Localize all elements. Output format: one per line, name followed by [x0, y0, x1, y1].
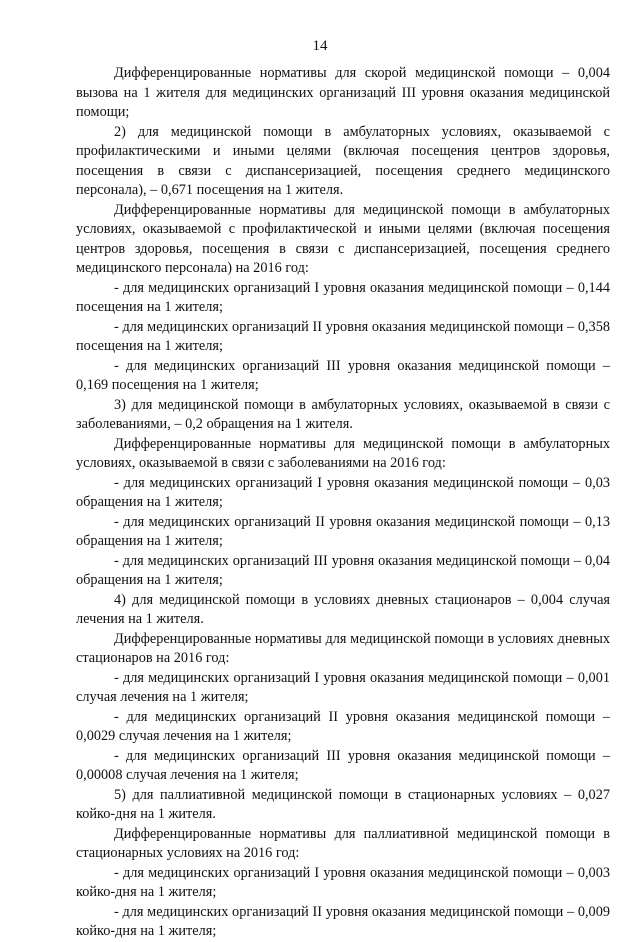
- paragraph-outpatient-disease-norms: Дифференцированные нормативы для медицинской помощи в амбулаторных условиях, оказываемой в связи с заболеваниями на 2016 год:: [76, 435, 610, 471]
- paragraph-item-5-palliative: 5) для паллиативной медицинской помощи в стационарных условиях – 0,027 койко-дня на 1 жителя.: [76, 786, 610, 822]
- list-item: - для медицинских организаций III уровня оказания медицинской помощи – 0,04 обращения на 1 жителя;: [76, 552, 610, 588]
- list-item: - для медицинских организаций II уровня оказания медицинской помощи – 0,0029 случая лечения на 1 жителя;: [76, 708, 610, 744]
- paragraph-ambulance-norms: Дифференцированные нормативы для скорой медицинской помощи – 0,004 вызова на 1 жителя для медицинских организаций III уровня оказания медицинской помощи;: [76, 65, 610, 120]
- paragraph-day-hospital-norms: Дифференцированные нормативы для медицинской помощи в условиях дневных стационаров на 2016 год:: [76, 630, 610, 666]
- page-number: 14: [312, 38, 328, 54]
- list-item: - для медицинских организаций III уровня оказания медицинской помощи – 0,169 посещения на 1 жителя;: [76, 357, 610, 393]
- paragraph-item-4-day-hospital: 4) для медицинской помощи в условиях дневных стационаров – 0,004 случая лечения на 1 жителя.: [76, 591, 610, 627]
- document-body: [76, 64, 610, 942]
- list-item: - для медицинских организаций II уровня оказания медицинской помощи – 0,358 посещения на 1 жителя;: [76, 318, 610, 354]
- paragraph-palliative-norms: Дифференцированные нормативы для паллиативной медицинской помощи в стационарных условиях на 2016 год:: [76, 825, 610, 861]
- paragraph-item-3-outpatient-disease: 3) для медицинской помощи в амбулаторных условиях, оказываемой в связи с заболеваниями, – 0,2 обращения на 1 жителя.: [76, 396, 610, 432]
- list-item: - для медицинских организаций I уровня оказания медицинской помощи – 0,003 койко-дня на 1 жителя;: [76, 864, 610, 900]
- list-item: - для медицинских организаций II уровня оказания медицинской помощи – 0,009 койко-дня на 1 жителя;: [76, 903, 610, 939]
- list-item: - для медицинских организаций III уровня оказания медицинской помощи – 0,00008 случая лечения на 1 жителя;: [76, 747, 610, 783]
- list-item: - для медицинских организаций I уровня оказания медицинской помощи – 0,001 случая лечения на 1 жителя;: [76, 669, 610, 705]
- list-item: - для медицинских организаций II уровня оказания медицинской помощи – 0,13 обращения на 1 жителя;: [76, 513, 610, 549]
- paragraph-item-2-outpatient-preventive: 2) для медицинской помощи в амбулаторных условиях, оказываемой с профилактическими и иными целями (включая посещения центров здоровья, посещения в связи с диспансеризацией, посещения среднего медицинского персонала), – 0,671 посещения на 1 жителя.: [76, 123, 610, 198]
- list-item: - для медицинских организаций I уровня оказания медицинской помощи – 0,144 посещения на 1 жителя;: [76, 279, 610, 315]
- paragraph-outpatient-preventive-norms: Дифференцированные нормативы для медицинской помощи в амбулаторных условиях, оказываемой с профилактической и иными целями (включая посещения центров здоровья, посещения в связи с диспансеризацией, посещения среднего медицинского персонала) на 2016 год:: [76, 201, 610, 276]
- list-item: - для медицинских организаций I уровня оказания медицинской помощи – 0,03 обращения на 1 жителя;: [76, 474, 610, 510]
